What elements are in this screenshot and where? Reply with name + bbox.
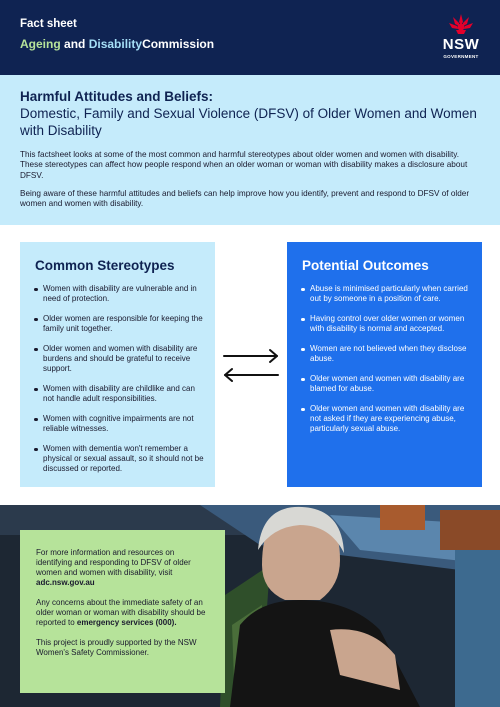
bidirectional-arrows-icon bbox=[222, 348, 280, 382]
outcome-item: Women are not believed when they disclose abuse. bbox=[300, 344, 472, 364]
page-subtitle: Domestic, Family and Sexual Violence (DFSV) of Older Women and Women with Disability bbox=[20, 106, 477, 138]
fact-sheet-label: Fact sheet bbox=[20, 18, 77, 30]
outcome-item: Abuse is minimised particularly when carried out by someone in a position of care. bbox=[300, 284, 472, 304]
info-paragraph-safety bbox=[36, 598, 209, 628]
stereotype-item: Women with dementia won't remember a physical or sexual assault, so it should not be discussed or reported. bbox=[33, 444, 205, 474]
stereotypes-heading: Common Stereotypes bbox=[35, 258, 175, 273]
info-paragraph-resources bbox=[36, 548, 209, 588]
info-panel bbox=[20, 530, 225, 693]
stereotype-item: Older women are responsible for keeping the family unit together. bbox=[33, 314, 205, 334]
info-resources-text: For more information and resources on identifying and responding to DFSV of older women and women with disability, visit bbox=[36, 548, 191, 577]
info-safety-text: Any concerns about the immediate safety of an older woman or woman with disability should be reported to bbox=[36, 598, 206, 627]
stereotype-item: Women with disability are childlike and can not handle adult responsibilities. bbox=[33, 384, 205, 404]
outcomes-panel bbox=[287, 242, 482, 487]
emergency-services-text: emergency services (000). bbox=[76, 618, 177, 627]
outcomes-heading: Potential Outcomes bbox=[302, 258, 429, 273]
stereotype-item: Women with disability are vulnerable and in need of protection. bbox=[33, 284, 205, 304]
stereotypes-panel bbox=[20, 242, 215, 487]
stereotypes-list bbox=[33, 284, 205, 484]
commission-brand bbox=[20, 37, 214, 51]
waratah-icon bbox=[448, 13, 474, 35]
brand-word-disability: Disability bbox=[88, 37, 143, 51]
intro-section bbox=[0, 75, 500, 225]
government-logo-text: GOVERNMENT bbox=[443, 54, 479, 59]
page-title: Harmful Attitudes and Beliefs: bbox=[20, 89, 214, 104]
outcome-item: Older women and women with disability are blamed for abuse. bbox=[300, 374, 472, 394]
header-banner bbox=[0, 0, 500, 75]
outcomes-list bbox=[300, 284, 472, 444]
brand-word-commission: Commission bbox=[142, 37, 215, 51]
info-paragraph-support: This project is proudly supported by the NSW Women's Safety Commissioner. bbox=[36, 638, 197, 657]
intro-paragraph-2: Being aware of these harmful attitudes and beliefs can help improve how you identify, prevent and respond to DFSV of older women and women with disability. bbox=[20, 189, 470, 209]
outcome-item: Older women and women with disability are not asked if they are experiencing abuse, particularly sexual abuse. bbox=[300, 404, 472, 434]
brand-word-and: and bbox=[64, 37, 86, 51]
stereotype-item: Women with cognitive impairments are not reliable witnesses. bbox=[33, 414, 205, 434]
brand-word-ageing: Ageing bbox=[20, 37, 61, 51]
intro-paragraph-1: This factsheet looks at some of the most common and harmful stereotypes about older women and women with disability. These stereotypes can affect how people respond when an older woman or woman with disability makes a disclosure about DFSV. bbox=[20, 150, 468, 180]
website-link[interactable]: adc.nsw.gov.au bbox=[36, 578, 95, 587]
nsw-logo-text: NSW bbox=[442, 36, 480, 53]
nsw-government-logo bbox=[440, 13, 482, 65]
outcome-item: Having control over older women or women with disability is normal and accepted. bbox=[300, 314, 472, 334]
stereotype-item: Older women and women with disability are burdens and should be grateful to receive support. bbox=[33, 344, 205, 374]
